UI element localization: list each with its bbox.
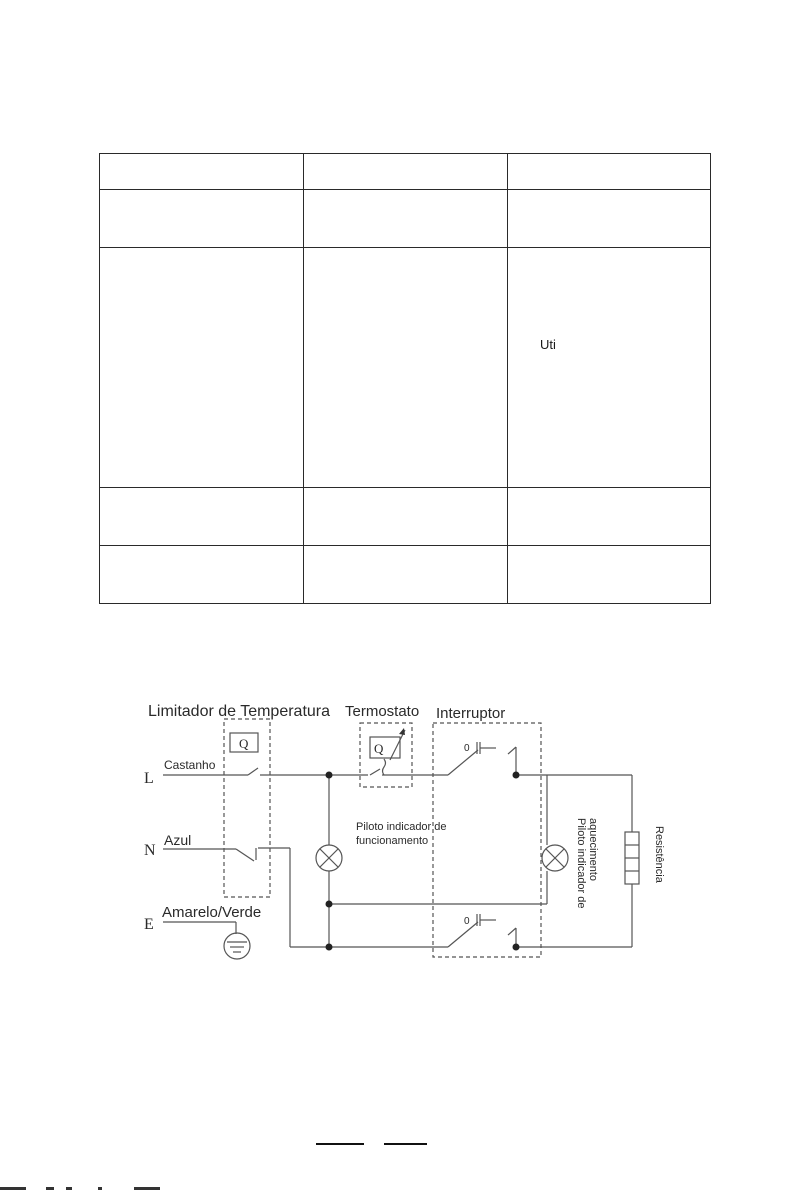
junction-dot	[326, 772, 333, 779]
switch-zero-top-label: 0	[464, 743, 470, 754]
switch-top-lever	[448, 750, 478, 775]
heating-pilot-label-line1: Piloto indicador de	[575, 818, 587, 909]
neutral-terminal-label: N	[144, 842, 156, 859]
table-cell	[304, 190, 508, 248]
table-cell	[508, 154, 711, 190]
table-cell	[508, 545, 711, 603]
heating-pilot-label-line2: aquecimento	[587, 818, 599, 881]
table-cell	[100, 487, 304, 545]
switch-label: Interruptor	[436, 705, 506, 722]
neutral-wire-label: Azul	[164, 832, 192, 848]
wiring-diagram	[0, 690, 795, 980]
junction-dot	[513, 772, 520, 779]
footer-rule-right	[384, 1143, 427, 1145]
table-cell	[100, 545, 304, 603]
limiter-label: Limitador de Temperatura	[148, 703, 331, 720]
info-table	[99, 153, 711, 604]
junction-dot	[513, 944, 520, 951]
thermostat-label: Termostato	[345, 703, 420, 720]
junction-dot	[326, 901, 333, 908]
running-pilot-label-line2: funcionamento	[356, 835, 429, 847]
running-pilot-label-line1: Piloto indicador de	[356, 821, 447, 833]
earth-symbol	[224, 933, 250, 959]
junction-dot	[326, 944, 333, 951]
thermostat-contact	[370, 769, 380, 775]
table-cell	[100, 190, 304, 248]
limiter-live-contact	[248, 768, 258, 775]
live-wire-label: Castanho	[164, 758, 216, 772]
table-cell	[508, 487, 711, 545]
switch-box	[433, 723, 541, 957]
earth-terminal-label: E	[144, 916, 154, 933]
resistor-label: Resistência	[653, 826, 665, 883]
table-row	[100, 487, 711, 545]
bottom-artifact-strip	[0, 1186, 795, 1192]
table-cell	[100, 154, 304, 190]
table-row	[100, 190, 711, 248]
table-cell	[100, 248, 304, 488]
table-cell	[304, 154, 508, 190]
limiter-q-label: Q	[239, 736, 249, 751]
table-row	[100, 154, 711, 190]
table-cell	[304, 545, 508, 603]
table-cell	[508, 248, 711, 488]
switch-zero-bottom-label: 0	[464, 916, 470, 927]
table-cell-text: Uti	[540, 337, 556, 353]
table-row	[100, 248, 711, 488]
thermostat-q-label: Q	[374, 741, 384, 756]
live-terminal-label: L	[144, 770, 154, 787]
table-cell	[304, 248, 508, 488]
table-cell	[508, 190, 711, 248]
thermostat-coil	[383, 759, 386, 775]
earth-wire-label: Amarelo/Verde	[162, 904, 262, 921]
table-row	[100, 545, 711, 603]
footer-rule-left	[316, 1143, 364, 1145]
limiter-neutral-contact	[236, 849, 254, 861]
table-cell	[304, 487, 508, 545]
switch-bottom-lever	[448, 922, 478, 947]
